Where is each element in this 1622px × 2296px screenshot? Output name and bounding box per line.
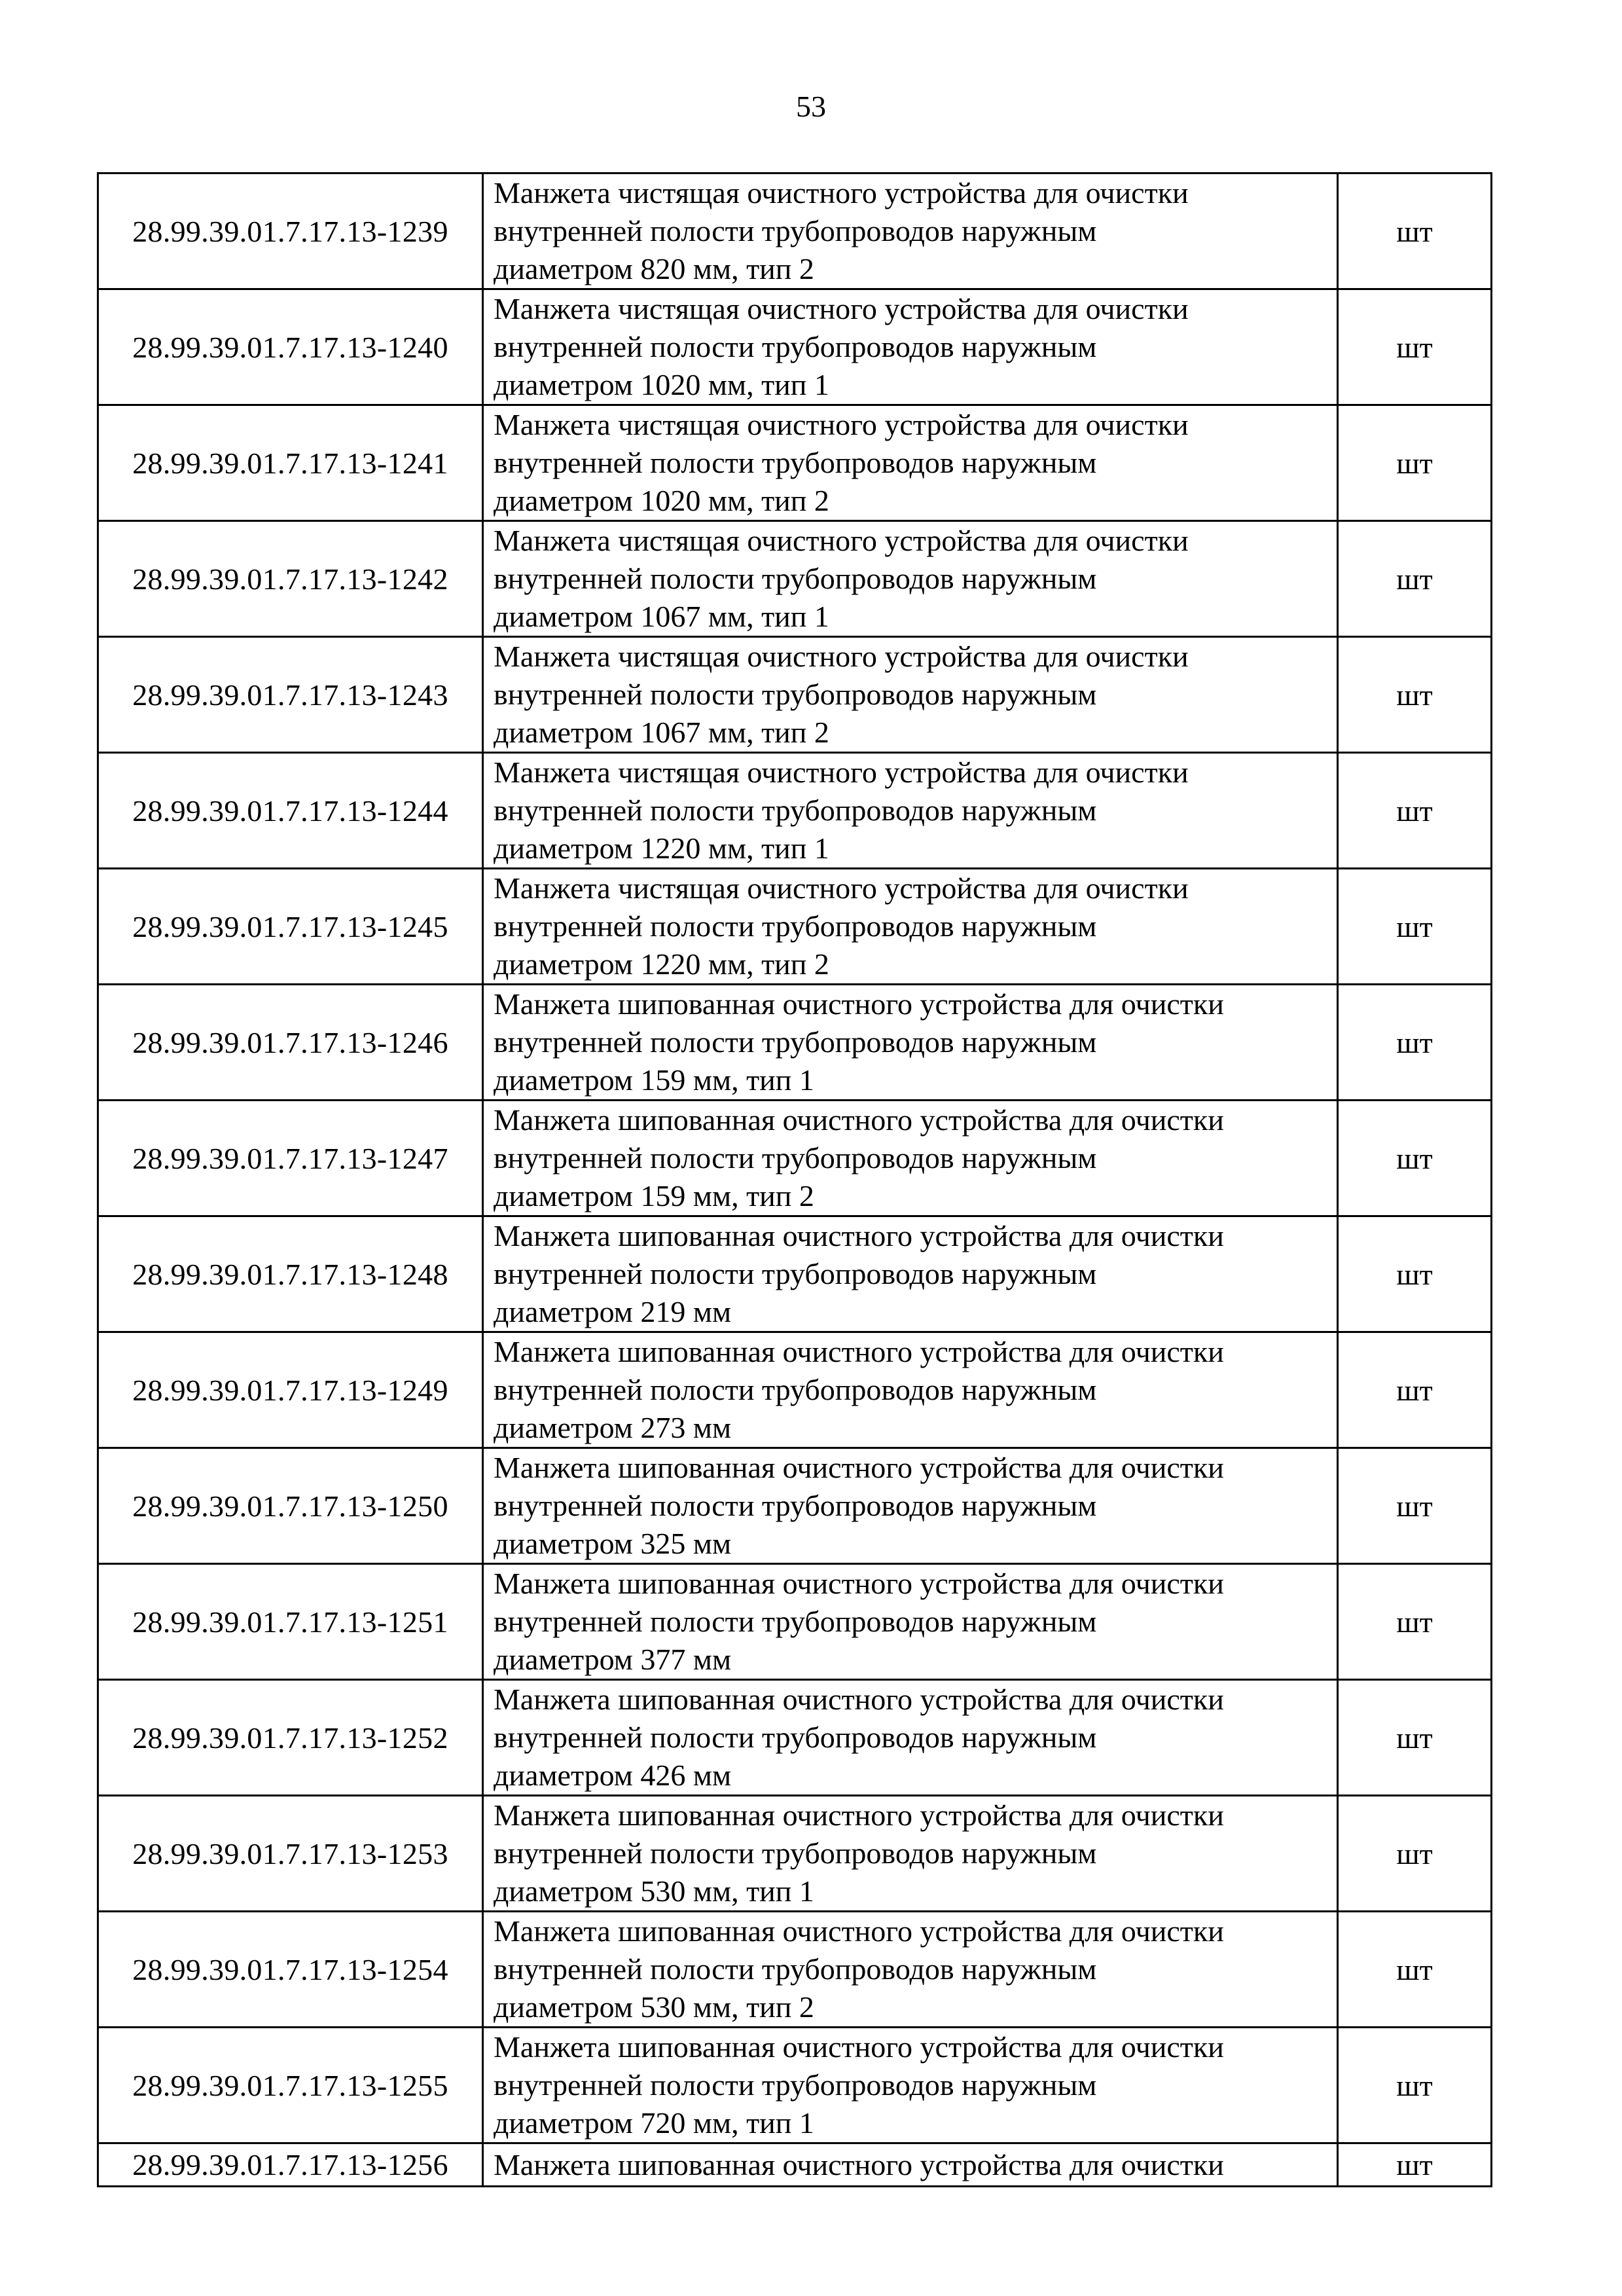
description-line: диаметром 820 мм, тип 2 [494,252,814,285]
description-line: Манжета шипованная очистного устройства для очистки [494,2147,1224,2181]
table-row [98,521,1492,637]
description-line: внутренней полости трубопроводов наружным [494,1721,1097,1754]
description-line: диаметром 1067 мм, тип 2 [494,716,829,749]
item-unit: шт [1338,1216,1492,1332]
item-description [483,869,1338,985]
description-line: Манжета шипованная очистного устройства для очистки [494,987,1224,1021]
table-row [98,289,1492,405]
description-line: внутренней полости трубопроводов наружным [494,562,1097,595]
table-row [98,1680,1492,1796]
item-unit: шт [1338,1564,1492,1680]
description-line: диаметром 426 мм [494,1758,732,1792]
table-row [98,173,1492,289]
description-line: Манжета шипованная очистного устройства для очистки [494,1451,1224,1484]
description-line: Манжета шипованная очистного устройства для очистки [494,1798,1224,1832]
item-unit: шт [1338,1448,1492,1564]
description-line: Манжета чистящая очистного устройства для очистки [494,871,1189,905]
description-line: внутренней полости трубопроводов наружным [494,1257,1097,1290]
item-code: 28.99.39.01.7.17.13-1239 [98,173,483,289]
table-row [98,1912,1492,2028]
table-row [98,1332,1492,1448]
description-line: Манжета чистящая очистного устройства для очистки [494,292,1189,325]
description-line: диаметром 1220 мм, тип 2 [494,947,829,981]
description-line: диаметром 219 мм [494,1295,732,1328]
description-line: внутренней полости трубопроводов наружным [494,1605,1097,1638]
item-description [483,289,1338,405]
description-line: диаметром 159 мм, тип 2 [494,1179,814,1212]
catalog-table-body [98,173,1492,2187]
table-row [98,2028,1492,2143]
item-code: 28.99.39.01.7.17.13-1250 [98,1448,483,1564]
item-description [483,2143,1338,2187]
item-description [483,985,1338,1101]
table-row [98,753,1492,869]
description-line: внутренней полости трубопроводов наружным [494,909,1097,943]
table-row [98,869,1492,985]
table-row [98,637,1492,753]
item-unit: шт [1338,289,1492,405]
item-code: 28.99.39.01.7.17.13-1242 [98,521,483,637]
table-row [98,985,1492,1101]
item-unit: шт [1338,405,1492,521]
description-line: диаметром 720 мм, тип 1 [494,2106,814,2140]
description-line: диаметром 159 мм, тип 1 [494,1063,814,1097]
description-line: Манжета чистящая очистного устройства для очистки [494,524,1189,557]
item-code: 28.99.39.01.7.17.13-1245 [98,869,483,985]
description-line: Манжета шипованная очистного устройства для очистки [494,2030,1224,2064]
description-line: Манжета чистящая очистного устройства для очистки [494,176,1189,210]
description-line: диаметром 273 мм [494,1411,732,1444]
item-code: 28.99.39.01.7.17.13-1243 [98,637,483,753]
description-line: внутренней полости трубопроводов наружным [494,1489,1097,1522]
description-line: диаметром 1020 мм, тип 1 [494,368,829,401]
description-line: Манжета шипованная очистного устройства для очистки [494,1914,1224,1948]
item-unit: шт [1338,637,1492,753]
item-unit: шт [1338,2028,1492,2143]
item-unit: шт [1338,1101,1492,1216]
description-line: диаметром 530 мм, тип 2 [494,1990,814,2024]
description-line: Манжета шипованная очистного устройства для очистки [494,1103,1224,1137]
item-description [483,521,1338,637]
item-description [483,637,1338,753]
item-description [483,1796,1338,1912]
item-code: 28.99.39.01.7.17.13-1256 [98,2143,483,2187]
item-code: 28.99.39.01.7.17.13-1248 [98,1216,483,1332]
description-line: внутренней полости трубопроводов наружным [494,330,1097,363]
item-code: 28.99.39.01.7.17.13-1249 [98,1332,483,1448]
description-line: внутренней полости трубопроводов наружным [494,214,1097,247]
item-unit: шт [1338,1332,1492,1448]
page-number: 53 [796,90,826,123]
description-line: Манжета шипованная очистного устройства для очистки [494,1219,1224,1252]
description-line: диаметром 377 мм [494,1643,732,1676]
item-code: 28.99.39.01.7.17.13-1255 [98,2028,483,2143]
table-row [98,405,1492,521]
item-code: 28.99.39.01.7.17.13-1244 [98,753,483,869]
table-row [98,1796,1492,1912]
description-line: диаметром 1067 мм, тип 1 [494,600,829,633]
description-line: внутренней полости трубопроводов наружным [494,1025,1097,1059]
item-description [483,1332,1338,1448]
item-description [483,1912,1338,2028]
description-line: диаметром 530 мм, тип 1 [494,1874,814,1908]
item-unit: шт [1338,869,1492,985]
item-unit: шт [1338,2143,1492,2187]
item-unit: шт [1338,1912,1492,2028]
description-line: внутренней полости трубопроводов наружным [494,2068,1097,2102]
item-code: 28.99.39.01.7.17.13-1246 [98,985,483,1101]
item-code: 28.99.39.01.7.17.13-1247 [98,1101,483,1216]
description-line: Манжета шипованная очистного устройства для очистки [494,1567,1224,1600]
table-row [98,1448,1492,1564]
description-line: внутренней полости трубопроводов наружным [494,1952,1097,1986]
item-unit: шт [1338,985,1492,1101]
description-line: Манжета шипованная очистного устройства для очистки [494,1683,1224,1716]
item-description [483,2028,1338,2143]
catalog-table [97,172,1492,2187]
item-code: 28.99.39.01.7.17.13-1240 [98,289,483,405]
description-line: Манжета чистящая очистного устройства для очистки [494,756,1189,789]
item-description [483,1680,1338,1796]
item-description [483,405,1338,521]
item-code: 28.99.39.01.7.17.13-1251 [98,1564,483,1680]
table-row [98,1564,1492,1680]
table-row [98,1216,1492,1332]
item-unit: шт [1338,1796,1492,1912]
table-row [98,1101,1492,1216]
item-code: 28.99.39.01.7.17.13-1253 [98,1796,483,1912]
description-line: внутренней полости трубопроводов наружным [494,678,1097,711]
description-line: внутренней полости трубопроводов наружным [494,1373,1097,1406]
item-unit: шт [1338,753,1492,869]
item-unit: шт [1338,1680,1492,1796]
description-line: диаметром 1020 мм, тип 2 [494,484,829,517]
item-description [483,1216,1338,1332]
description-line: Манжета чистящая очистного устройства для очистки [494,640,1189,673]
item-description [483,1564,1338,1680]
item-description [483,753,1338,869]
description-line: Манжета шипованная очистного устройства для очистки [494,1335,1224,1368]
item-description [483,1101,1338,1216]
description-line: Манжета чистящая очистного устройства для очистки [494,408,1189,441]
item-code: 28.99.39.01.7.17.13-1241 [98,405,483,521]
item-unit: шт [1338,521,1492,637]
description-line: внутренней полости трубопроводов наружным [494,793,1097,827]
description-line: внутренней полости трубопроводов наружным [494,1836,1097,1870]
table-row [98,2143,1492,2187]
description-line: внутренней полости трубопроводов наружным [494,446,1097,479]
description-line: внутренней полости трубопроводов наружным [494,1141,1097,1175]
item-code: 28.99.39.01.7.17.13-1252 [98,1680,483,1796]
description-line: диаметром 325 мм [494,1527,732,1560]
item-code: 28.99.39.01.7.17.13-1254 [98,1912,483,2028]
item-description [483,173,1338,289]
description-line: диаметром 1220 мм, тип 1 [494,831,829,865]
item-description [483,1448,1338,1564]
item-unit: шт [1338,173,1492,289]
